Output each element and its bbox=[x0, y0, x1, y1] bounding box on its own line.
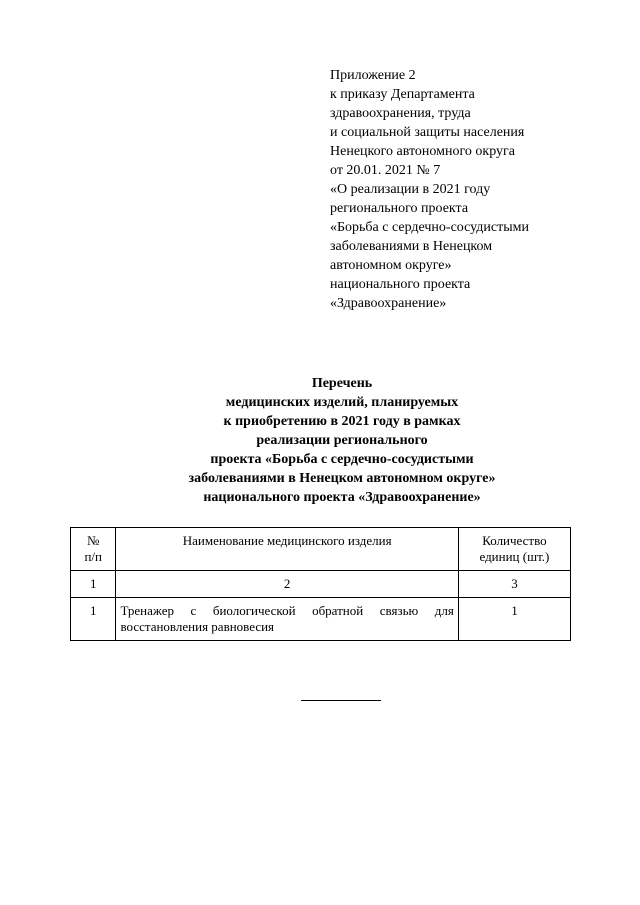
column-index-row bbox=[71, 571, 571, 598]
appendix-line: автономном округе» bbox=[330, 258, 452, 273]
appendix-line: от 20.01. 2021 № 7 bbox=[330, 163, 441, 178]
title-line: к приобретению в 2021 году в рамках bbox=[223, 414, 461, 429]
title-line: Перечень bbox=[311, 376, 373, 391]
appendix-line: здравоохранения, труда bbox=[330, 106, 471, 121]
header-name: Наименование медицинского изделия bbox=[116, 528, 458, 571]
appendix-line: Приложение 2 bbox=[330, 68, 416, 83]
header-number-line2: п/п bbox=[84, 549, 102, 564]
column-index-cell: 2 bbox=[116, 571, 458, 598]
title-line: заболеваниями в Ненецком автономном округе» bbox=[188, 471, 496, 486]
title-line: медицинских изделий, планируемых bbox=[225, 395, 459, 410]
header-number-line1: № bbox=[87, 533, 100, 548]
appendix-block bbox=[330, 66, 630, 313]
title-line: проекта «Борьба с сердечно-сосудистыми bbox=[210, 452, 474, 467]
header-quantity-line1: Количество bbox=[482, 533, 547, 548]
appendix-line: «Здравоохранение» bbox=[330, 296, 447, 311]
column-index-cell: 1 bbox=[71, 571, 116, 598]
header-quantity bbox=[458, 528, 570, 571]
end-divider bbox=[301, 700, 381, 701]
table-row bbox=[71, 598, 571, 641]
title-line: национального проекта «Здравоохранение» bbox=[203, 490, 481, 505]
appendix-line: и социальной защиты населения bbox=[330, 125, 525, 140]
table-header-row bbox=[71, 528, 571, 571]
row-quantity: 1 bbox=[458, 598, 570, 641]
header-number bbox=[71, 528, 116, 571]
row-item-name: Тренажер с биологической обратной связью для восстановления равновесия bbox=[116, 598, 458, 641]
appendix-line: к приказу Департамента bbox=[330, 87, 475, 102]
appendix-line: регионального проекта bbox=[330, 201, 469, 216]
appendix-line: «О реализации в 2021 году bbox=[330, 182, 491, 197]
column-index-cell: 3 bbox=[458, 571, 570, 598]
appendix-line: «Борьба с сердечно-сосудистыми bbox=[330, 220, 529, 235]
title-line: реализации регионального bbox=[256, 433, 428, 448]
document-title bbox=[100, 374, 584, 507]
appendix-line: Ненецкого автономного округа bbox=[330, 144, 515, 159]
appendix-line: заболеваниями в Ненецком bbox=[330, 239, 493, 254]
appendix-line: национального проекта bbox=[330, 277, 471, 292]
row-number: 1 bbox=[71, 598, 116, 641]
header-quantity-line2: единиц (шт.) bbox=[479, 549, 550, 564]
items-table bbox=[70, 527, 571, 641]
